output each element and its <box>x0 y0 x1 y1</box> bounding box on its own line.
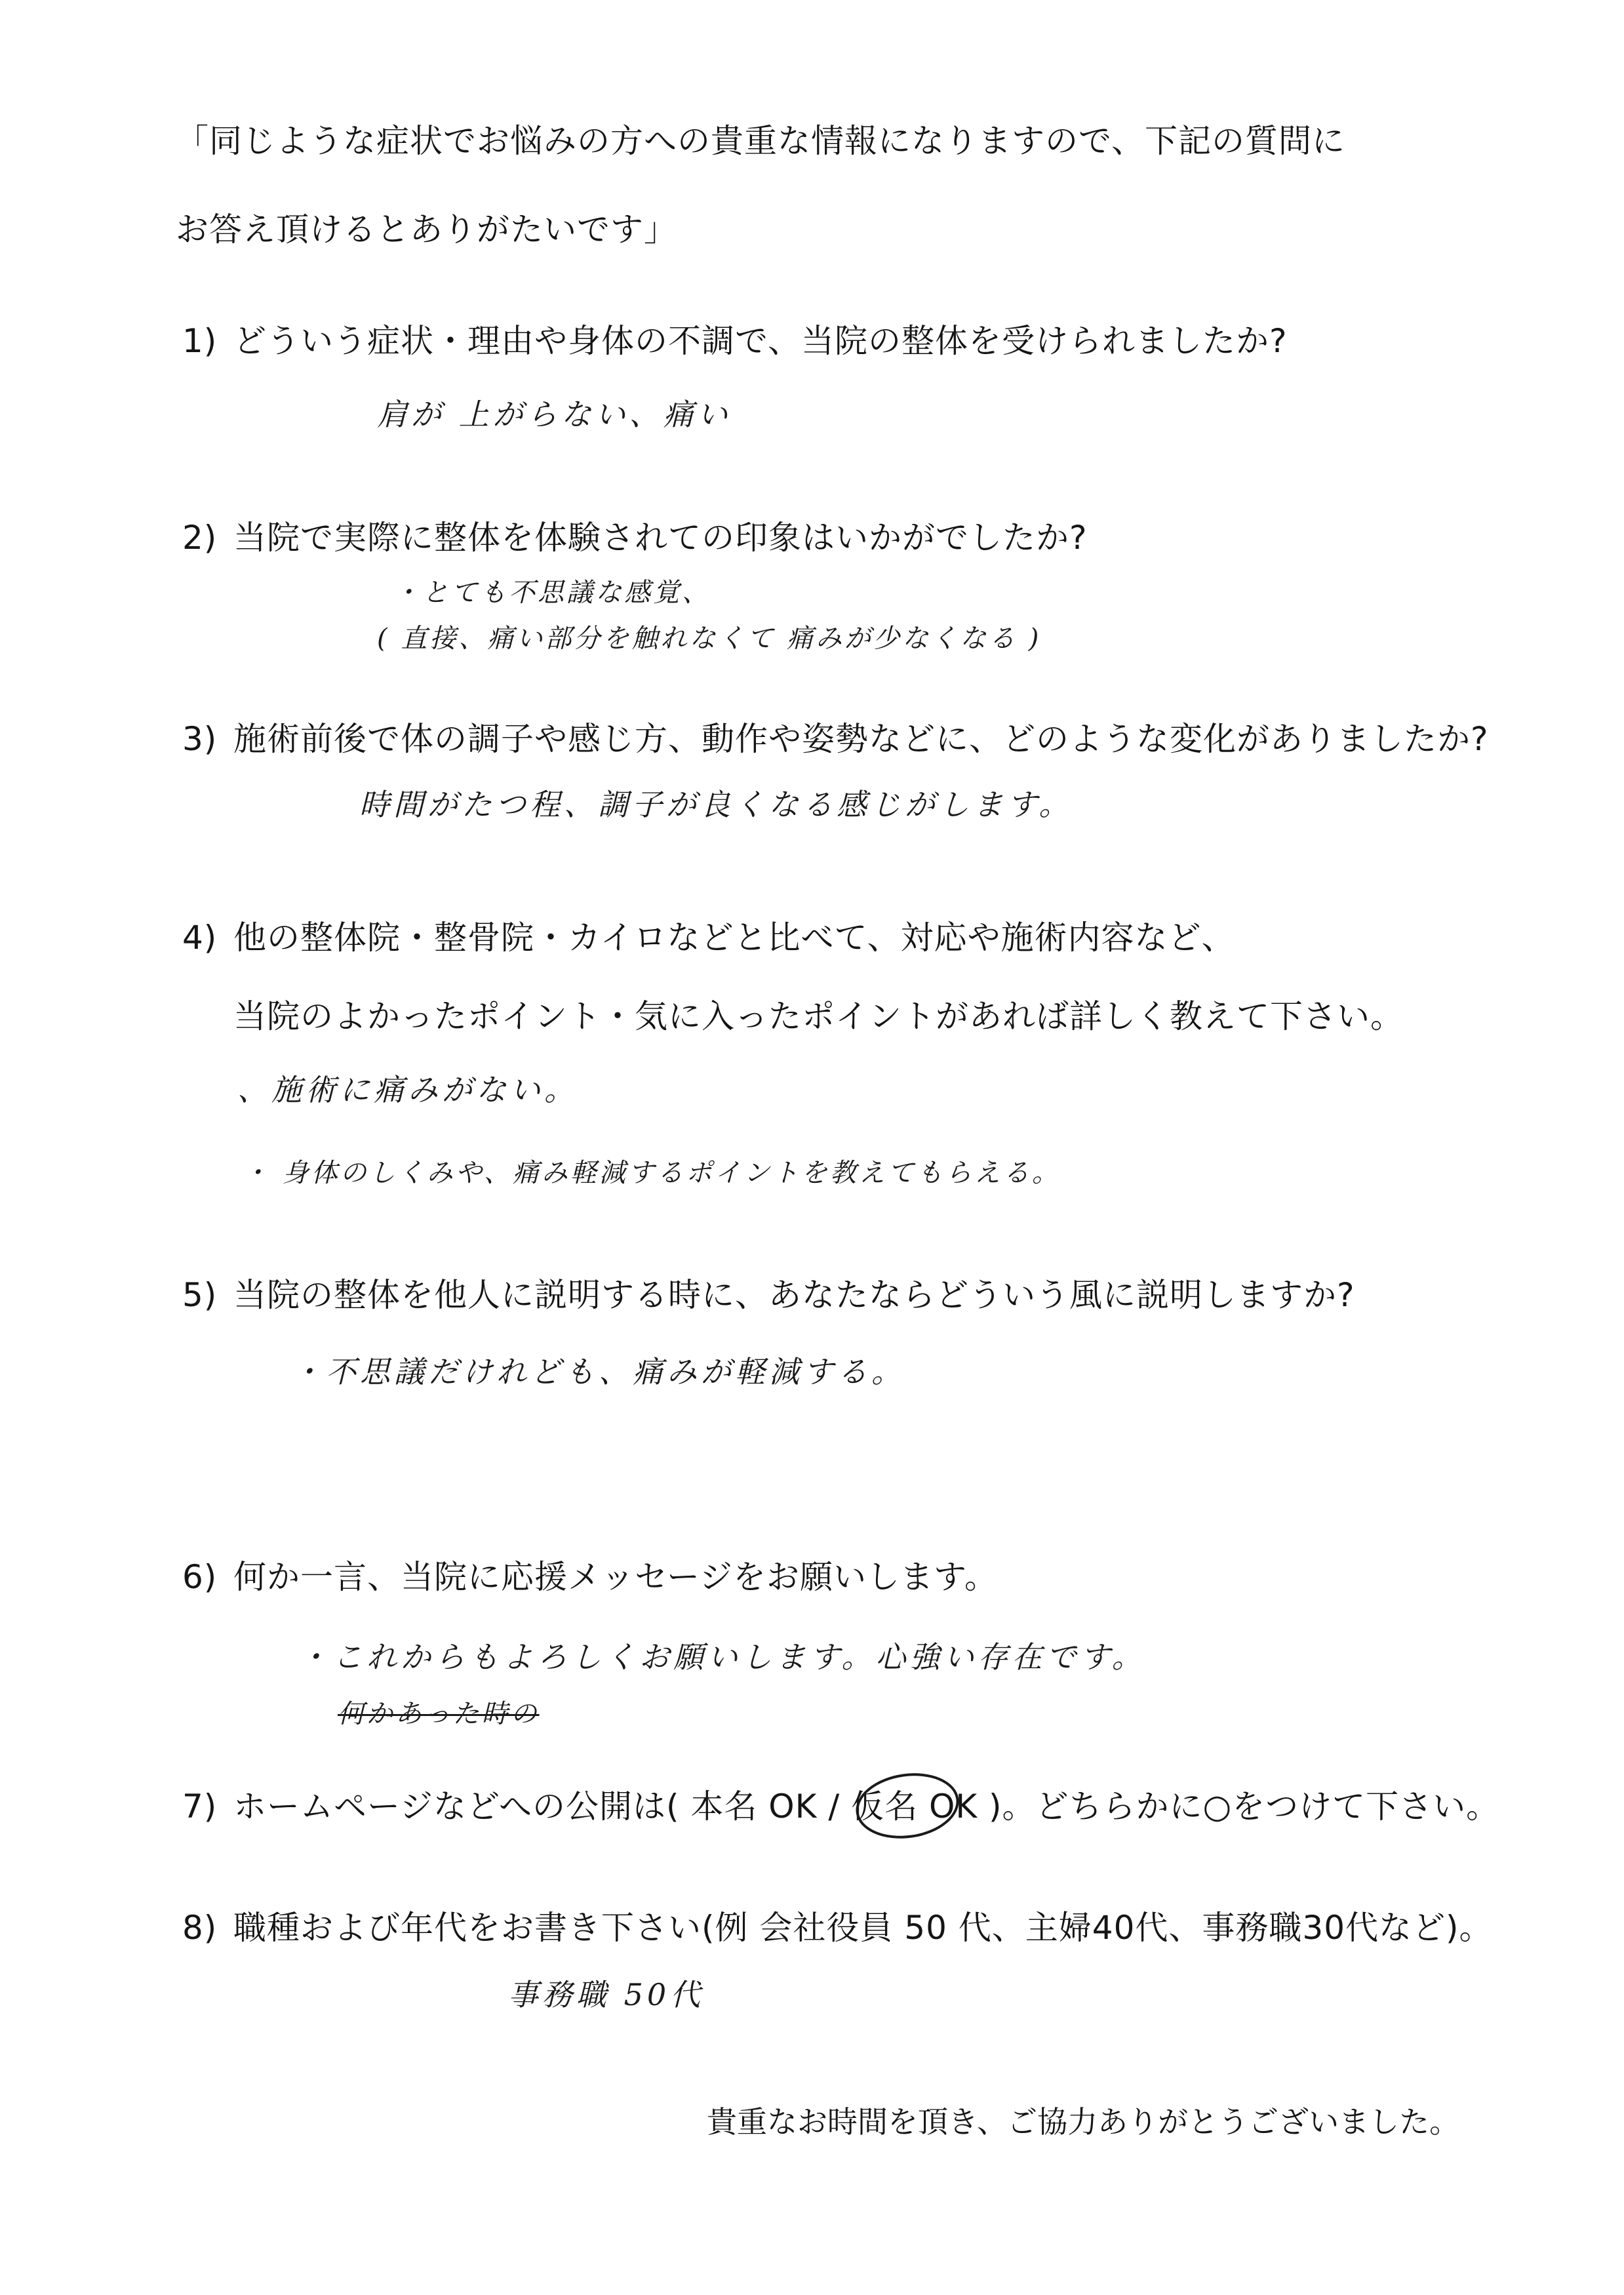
answer-4-line-1: 、施術に痛みがない。 <box>237 1072 578 1108</box>
question-text: 何か一言、当院に応援メッセージをお願いします。 <box>233 1558 998 1596</box>
answer-5: ・不思議だけれども、痛みが軽減する。 <box>292 1354 905 1389</box>
question-text: 施術前後で体の調子や感じ方、動作や姿勢などに、どのような変化がありましたか? <box>233 720 1489 758</box>
answer-6-struck-text: 何かあった時の <box>338 1699 540 1729</box>
question-number: 6) <box>182 1558 218 1596</box>
question-number: 2) <box>182 519 218 557</box>
answer-2-line-2: ( 直接、痛い部分を触れなくて 痛みが少なくなる ) <box>377 624 1042 654</box>
question-number: 4) <box>182 919 218 957</box>
question-text: 他の整体院・整骨院・カイロなどと比べて、対応や施術内容など、 <box>233 919 1235 957</box>
question-text: 職種および年代をお書き下さい(例 会社役員 50 代、主婦40代、事務職30代など)。 <box>233 1909 1493 1947</box>
answer-3: 時間がたつ程、調子が良くなる感じがします。 <box>359 787 1073 822</box>
question-6 <box>182 1557 998 1597</box>
answer-2-line-1: ・とても不思議な感覚、 <box>393 578 711 608</box>
footer-thanks: 貴重なお時間を頂き、ご協力ありがとうございました。 <box>707 2104 1460 2140</box>
answer-6-line-1: ・これからもよろしくお願いします。心強い存在です。 <box>298 1639 1146 1675</box>
question-5 <box>182 1275 1355 1315</box>
question-4-line-2: 当院のよかったポイント・気に入ったポイントがあれば詳しく教えて下さい。 <box>233 997 1404 1035</box>
question-text: 当院で実際に整体を体験されての印象はいかがでしたか? <box>233 519 1088 557</box>
question-3 <box>182 719 1489 759</box>
question-number: 3) <box>182 720 218 758</box>
question-text: どういう症状・理由や身体の不調で、当院の整体を受けられましたか? <box>233 322 1288 360</box>
intro-line-2: お答え頂けるとありがたいです」 <box>176 210 677 249</box>
question-text: ホームページなどへの公開は( 本名 OK / 仮名 OK )。どちらかに○をつけて下さい。 <box>233 1787 1500 1826</box>
question-1 <box>182 321 1288 361</box>
question-8 <box>182 1908 1493 1947</box>
hand-drawn-circle-mark <box>852 1766 963 1845</box>
question-number: 7) <box>182 1787 218 1826</box>
question-number: 1) <box>182 322 218 360</box>
intro-line-1: 「同じような症状でお悩みの方への貴重な情報になりますので、下記の質問に <box>176 122 1345 160</box>
question-4 <box>182 918 1235 957</box>
answer-1: 肩が 上がらない、痛い <box>377 397 732 432</box>
question-number: 5) <box>182 1276 218 1314</box>
answer-4-line-2: ・ 身体のしくみや、痛み軽減するポイントを教えてもらえる。 <box>243 1158 1061 1188</box>
question-2 <box>182 518 1088 557</box>
question-7 <box>182 1787 1499 1826</box>
question-number: 8) <box>182 1909 218 1947</box>
question-text: 当院の整体を他人に説明する時に、あなたならどういう風に説明しますか? <box>233 1276 1355 1314</box>
answer-8: 事務職 50代 <box>508 1977 705 2012</box>
